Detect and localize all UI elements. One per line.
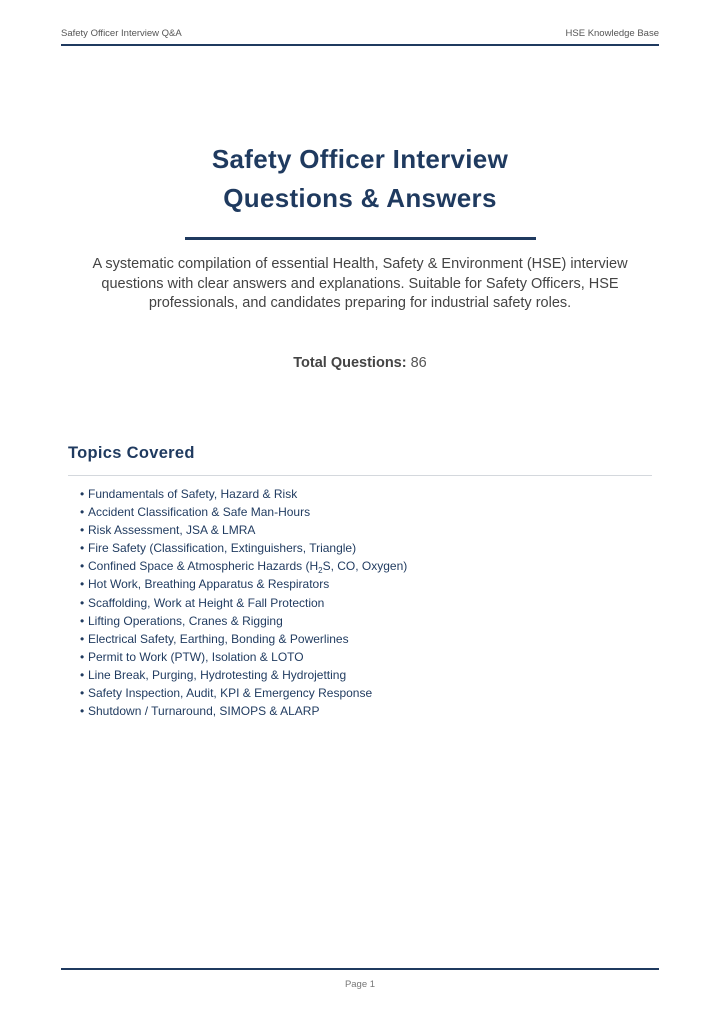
topics-heading: Topics Covered: [68, 444, 195, 462]
topic-item: [80, 630, 407, 648]
topic-item: [80, 702, 407, 720]
topic-label: Risk Assessment, JSA & LMRA: [88, 523, 256, 538]
topic-item: [80, 521, 407, 539]
topic-item: [80, 503, 407, 521]
bullet-icon: •: [80, 505, 85, 520]
page-title-line-1: Safety Officer Interview: [211, 144, 509, 174]
footer-divider: [61, 968, 659, 970]
topics-divider: [68, 475, 652, 476]
topic-item: [80, 575, 407, 593]
description-line-1: A systematic compilation of essential Health, Safety & Environment (HSE) interview: [92, 256, 628, 272]
total-questions-value: 86: [410, 355, 427, 371]
header-document-title: Safety Officer Interview Q&A: [61, 28, 182, 39]
topic-label: Hot Work, Breathing Apparatus & Respirators: [88, 577, 330, 592]
topic-item: [80, 594, 407, 612]
topic-label-subscript: 2: [318, 566, 323, 576]
topic-label: Shutdown / Turnaround, SIMOPS & ALARP: [88, 704, 320, 719]
topic-item: [80, 648, 407, 666]
topic-label: Line Break, Purging, Hydrotesting & Hydrojetting: [88, 667, 347, 682]
topic-label: Permit to Work (PTW), Isolation & LOTO: [88, 649, 304, 664]
header-knowledge-base: HSE Knowledge Base: [565, 28, 659, 39]
bullet-icon: •: [80, 559, 85, 574]
topic-label: Lifting Operations, Cranes & Rigging: [88, 613, 283, 628]
topic-label-part: Confined Space & Atmospheric Hazards (H: [88, 559, 319, 574]
topic-label: Fire Safety (Classification, Extinguishers, Triangle): [88, 541, 357, 556]
topic-label: Scaffolding, Work at Height & Fall Protection: [88, 595, 325, 610]
topic-item: [80, 539, 407, 557]
bullet-icon: •: [80, 613, 85, 628]
bullet-icon: •: [80, 541, 85, 556]
description-line-2: questions with clear answers and explanations. Suitable for Safety Officers, HSE: [101, 275, 619, 292]
topic-item: [80, 666, 407, 684]
topic-item: [80, 485, 407, 503]
page-title-line-2: Questions & Answers: [223, 183, 497, 213]
topic-item: [80, 684, 407, 702]
total-questions: [0, 355, 720, 371]
bullet-icon: •: [80, 704, 85, 719]
topic-label: Accident Classification & Safe Man-Hours: [88, 505, 311, 520]
topic-label: Electrical Safety, Earthing, Bonding & Powerlines: [88, 631, 349, 646]
page-title: [0, 140, 720, 218]
topic-label: [88, 559, 408, 576]
topic-label: Fundamentals of Safety, Hazard & Risk: [88, 487, 298, 501]
bullet-icon: •: [80, 577, 85, 592]
topic-label: Safety Inspection, Audit, KPI & Emergency Response: [88, 686, 373, 701]
bullet-icon: •: [80, 649, 85, 664]
total-questions-label: Total Questions:: [293, 355, 407, 371]
title-divider: [185, 237, 536, 240]
description: [80, 255, 640, 314]
bullet-icon: •: [80, 595, 85, 610]
bullet-icon: •: [80, 631, 85, 646]
bullet-icon: •: [80, 667, 85, 682]
bullet-icon: •: [80, 487, 85, 501]
page-number: Page 1: [344, 979, 376, 990]
topic-item: [80, 612, 407, 630]
description-line-3: professionals, and candidates preparing for industrial safety roles.: [148, 295, 572, 311]
bullet-icon: •: [80, 686, 85, 701]
bullet-icon: •: [80, 523, 85, 538]
topic-label-part: S, CO, Oxygen): [322, 559, 408, 574]
topic-item: [80, 557, 407, 575]
topics-list: [80, 485, 407, 720]
page-header: [61, 28, 659, 46]
